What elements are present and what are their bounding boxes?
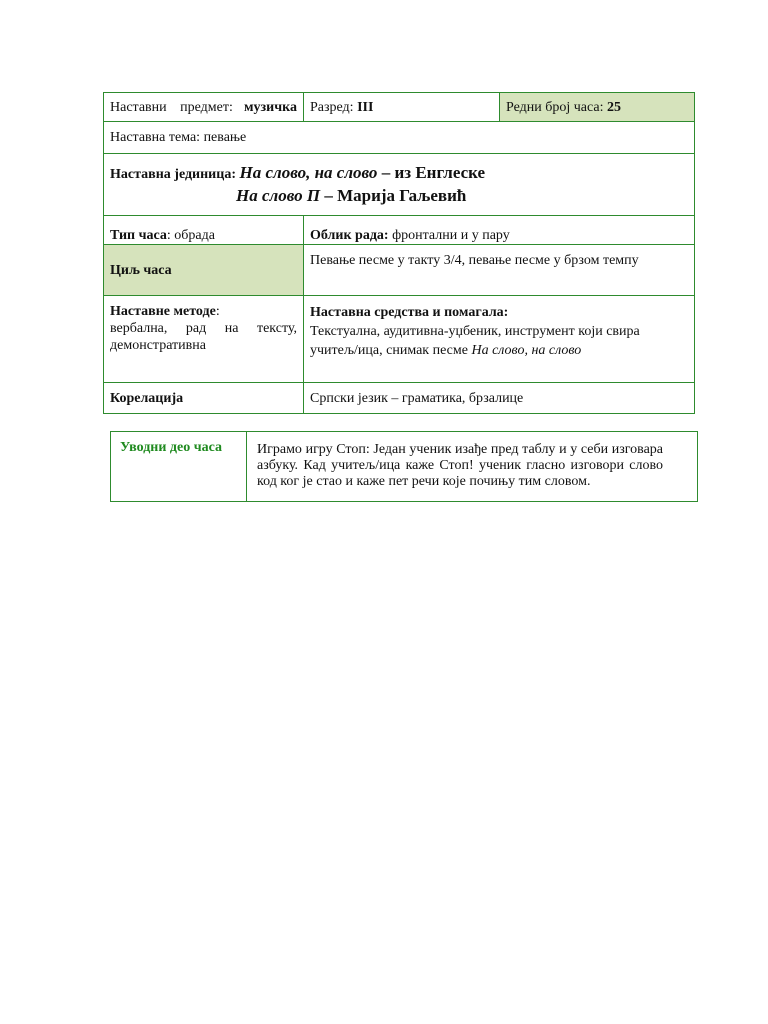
lesson-number-label: Редни број часа: — [506, 99, 604, 115]
resources-label: Наставна средства и помагала: — [310, 305, 509, 320]
unit-title-1-italic: На слово, на слово — [239, 162, 378, 182]
intro-line3: код ког је стао и каже пет речи које почињу тим словом. — [257, 474, 591, 489]
subject-cell — [104, 93, 304, 122]
grade-label: Разред: — [310, 99, 354, 115]
unit-label: Наставна јединица: — [110, 166, 236, 182]
intro-label-cell — [111, 432, 247, 502]
intro-label: Уводни део часа — [120, 440, 222, 455]
work-form-label: Облик рада: — [310, 228, 389, 243]
methods-label: Наставне методе — [110, 304, 216, 319]
work-form-cell — [304, 216, 695, 245]
goal-value: Певање песме у такту 3/4, певање песме у брзом темпу — [310, 253, 639, 268]
subject-value: музичка — [244, 99, 297, 115]
unit-title-2-italic: На слово П — [236, 185, 321, 205]
grade-cell — [304, 93, 500, 122]
work-form-value: фронтални и у пару — [388, 228, 510, 243]
methods-line2: демонстративна — [110, 338, 206, 353]
topic-value: певање — [203, 130, 247, 145]
intro-table — [110, 431, 698, 502]
lesson-number-cell — [500, 93, 695, 122]
resources-line2-prefix: учитељ/ица, снимак песме — [310, 343, 472, 358]
unit-title-2-rest: – Марија Гаљевић — [320, 185, 467, 205]
lesson-type-value: : обрада — [166, 228, 215, 243]
unit-cell — [104, 154, 695, 216]
grade-value: III — [357, 99, 374, 115]
correlation-value: Српски језик – граматика, брзалице — [310, 390, 524, 406]
lesson-type-cell — [104, 216, 304, 245]
correlation-label-cell — [104, 383, 304, 414]
intro-line2: азбуку. Кад учитељ/ица каже Стоп! ученик гласно изговори слово — [257, 458, 663, 473]
methods-line1: вербална, рад на тексту, — [110, 321, 297, 336]
correlation-label: Корелација — [110, 390, 184, 406]
goal-value-cell — [304, 245, 695, 296]
intro-text-cell — [247, 432, 698, 502]
lesson-number-value: 25 — [607, 99, 621, 115]
subject-label: Наставни предмет: — [110, 99, 233, 115]
intro-line1: Играмо игру Стоп: Један ученик изађе пред таблу и у себи изговара — [257, 442, 663, 457]
resources-line2-italic: На слово, на слово — [471, 343, 582, 358]
lesson-type-label: Тип часа — [110, 228, 167, 243]
lesson-plan-table — [103, 92, 695, 414]
methods-colon: : — [215, 304, 220, 319]
goal-label: Циљ часа — [110, 262, 172, 278]
unit-title-1-rest: – из Енглеске — [377, 162, 486, 182]
methods-cell — [104, 296, 304, 383]
topic-label: Наставна тема: — [110, 130, 201, 145]
correlation-value-cell — [304, 383, 695, 414]
resources-cell — [304, 296, 695, 383]
topic-cell — [104, 122, 695, 154]
goal-label-cell — [104, 245, 304, 296]
resources-line1: Текстуална, аудитивна-уџбеник, инструмент који свира — [310, 324, 640, 339]
